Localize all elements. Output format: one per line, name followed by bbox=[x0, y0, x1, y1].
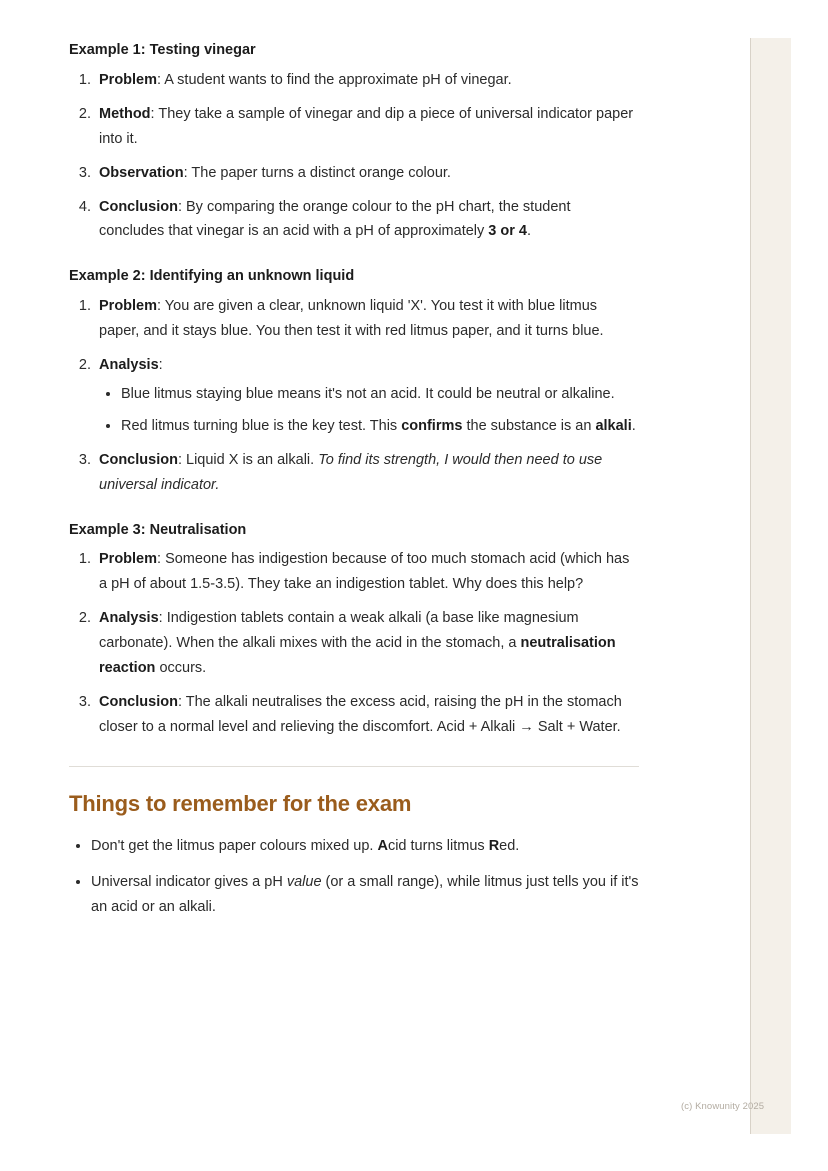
list-item bbox=[95, 353, 639, 439]
item-text: Don't get the litmus paper colours mixed up. bbox=[91, 837, 378, 854]
item-label: Problem bbox=[99, 551, 158, 568]
list-item bbox=[95, 448, 639, 498]
item-text-2: cid turns litmus bbox=[387, 837, 489, 854]
section-exam-tips bbox=[69, 789, 639, 920]
sub-item-text-3: . bbox=[631, 417, 636, 434]
sub-item-text-2: the substance is an bbox=[462, 417, 596, 434]
item-emphasis: A bbox=[377, 837, 388, 854]
item-label: Analysis bbox=[99, 357, 159, 373]
item-italic: To find its strength, I would then need to use universal indicator. bbox=[99, 451, 603, 493]
sub-list-item bbox=[121, 382, 639, 407]
sub-item-text: Blue litmus staying blue means it's not an acid. It could be neutral or alkaline. bbox=[121, 385, 615, 402]
list-item bbox=[95, 547, 639, 597]
section-example-2 bbox=[69, 266, 639, 497]
item-text-tail: . bbox=[526, 223, 532, 240]
item-text: : The alkali neutralises the excess acid, raising the pH in the stomach closer to a normal level and relieving the discomfort. Acid + Alkali → Salt + Water. bbox=[99, 694, 622, 736]
item-label: Analysis bbox=[99, 610, 159, 627]
item-emphasis: neutralisation reaction bbox=[99, 635, 616, 677]
ordered-list bbox=[69, 68, 639, 245]
item-label: Problem bbox=[99, 298, 158, 315]
item-text: : They take a sample of vinegar and dip a piece of universal indicator paper into it. bbox=[99, 105, 634, 147]
section-example-1 bbox=[69, 40, 639, 244]
section-divider bbox=[69, 766, 639, 767]
exam-list bbox=[69, 834, 639, 920]
list-item bbox=[95, 606, 639, 681]
sub-item-emphasis-2: alkali bbox=[595, 417, 632, 434]
list-item bbox=[95, 690, 639, 740]
list-item bbox=[95, 68, 639, 93]
item-emphasis: 3 or 4 bbox=[488, 223, 527, 240]
item-text: : By comparing the orange colour to the pH chart, the student concludes that vinegar is an acid with a pH of approximately bbox=[99, 198, 571, 240]
item-text-tail: occurs. bbox=[155, 660, 207, 677]
list-item bbox=[95, 195, 639, 245]
item-text: : The paper turns a distinct orange colour. bbox=[183, 164, 451, 181]
section-heading: Example 1: Testing vinegar bbox=[69, 42, 256, 58]
sub-list-item bbox=[121, 414, 639, 439]
section-heading: Example 2: Identifying an unknown liquid bbox=[69, 268, 355, 285]
item-italic: value bbox=[286, 873, 322, 890]
item-label: Conclusion bbox=[99, 451, 178, 468]
item-text: : bbox=[158, 357, 163, 373]
item-text: Universal indicator gives a pH bbox=[91, 873, 287, 890]
item-text-3: ed. bbox=[499, 837, 520, 854]
item-text: : Liquid X is an alkali. bbox=[177, 451, 319, 468]
item-label: Conclusion bbox=[99, 694, 178, 711]
sub-item-emphasis: confirms bbox=[401, 417, 463, 434]
list-item bbox=[95, 161, 639, 186]
ordered-list bbox=[69, 547, 639, 740]
list-item bbox=[91, 834, 639, 859]
footer-credit: (c) Knowunity 2025 bbox=[681, 1101, 765, 1112]
list-item bbox=[95, 102, 639, 152]
item-text: : You are given a clear, unknown liquid 'X'. You test it with blue litmus paper, and it stays blue. You then test it with red litmus paper, and it turns blue. bbox=[99, 298, 604, 340]
right-margin-band bbox=[751, 38, 791, 1134]
list-item bbox=[91, 870, 639, 920]
sub-item-text: Red litmus turning blue is the key test. This bbox=[121, 417, 402, 434]
item-label: Conclusion bbox=[99, 198, 178, 215]
item-label: Problem bbox=[99, 71, 158, 88]
sub-list bbox=[99, 382, 639, 439]
exam-heading: Things to remember for the exam bbox=[69, 791, 412, 816]
item-text: : Indigestion tablets contain a weak alkali (a base like magnesium carbonate). When the alkali mixes with the acid in the stomach, a bbox=[99, 610, 579, 652]
item-label: Observation bbox=[99, 164, 184, 181]
item-label: Method bbox=[99, 105, 151, 122]
item-text: : Someone has indigestion because of too much stomach acid (which has a pH of about 1.5-3.5). They take an indigestion tablet. Why does this help? bbox=[99, 551, 630, 593]
document-content bbox=[69, 40, 639, 942]
item-text-2: (or a small range), while litmus just tells you if it's an acid or an alkali. bbox=[91, 873, 639, 915]
section-heading: Example 3: Neutralisation bbox=[69, 521, 247, 538]
ordered-list bbox=[69, 294, 639, 498]
list-item bbox=[95, 294, 639, 344]
item-emphasis-2: R bbox=[488, 837, 500, 854]
item-text: : A student wants to find the approximate pH of vinegar. bbox=[157, 71, 512, 88]
section-example-3 bbox=[69, 520, 639, 740]
